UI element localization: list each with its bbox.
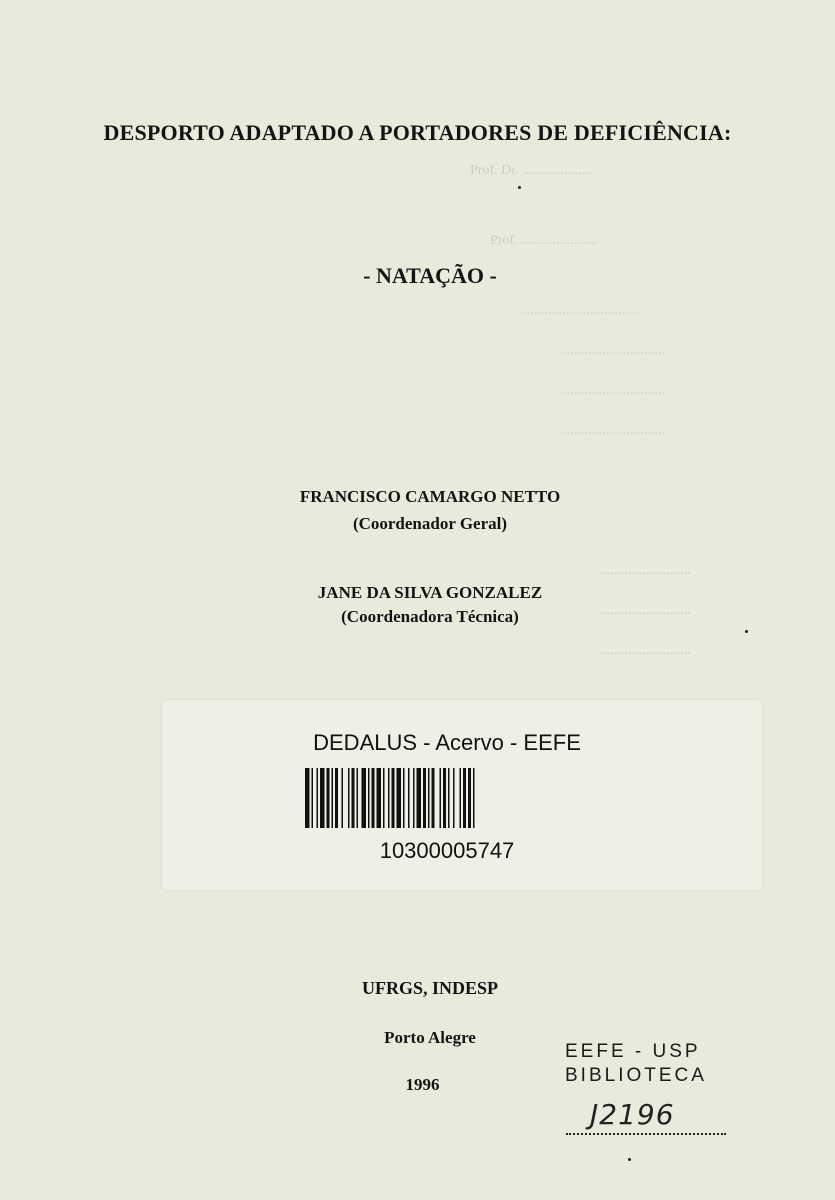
speck: [745, 630, 748, 633]
bleed-through-text: ..........................: [600, 603, 691, 618]
document-title: DESPORTO ADAPTADO A PORTADORES DE DEFICIÊNCIA:: [103, 120, 732, 145]
library-stamp: [565, 1040, 735, 1088]
coordinator-name: FRANCISCO CAMARGO NETTO: [299, 487, 561, 506]
publisher: UFRGS, INDESP: [361, 978, 499, 998]
publication-city: Porto Alegre: [384, 1028, 476, 1047]
label-title: DEDALUS - Acervo - EEFE: [313, 730, 581, 755]
bleed-through-text: ..........................: [600, 563, 691, 578]
stamp-underline: [566, 1133, 726, 1135]
library-barcode-label: [162, 700, 762, 890]
stamp-line-1: EEFE - USP: [565, 1041, 701, 1062]
bleed-through-text: Prof. Dr. ....................: [470, 163, 593, 178]
bleed-through-text: Prof. ......................: [490, 233, 599, 248]
coordinator-name: JANE DA SILVA GONZALEZ: [317, 583, 543, 602]
coordinator-role: (Coordenadora Técnica): [341, 607, 519, 626]
bleed-through-text: ..............................: [560, 343, 665, 358]
speck: [628, 1158, 631, 1161]
stamp-handwritten-number: J2196: [590, 1098, 675, 1131]
bleed-through-text: ..................................: [520, 303, 639, 318]
bleed-through-text: ..........................: [600, 643, 691, 658]
barcode-number: 10300005747: [379, 838, 515, 863]
document-subtitle: - NATAÇÃO -: [363, 263, 497, 288]
speck: [518, 186, 521, 189]
barcode-icon: [305, 768, 567, 828]
stamp-line-2: BIBLIOTECA: [565, 1065, 707, 1086]
coordinator-role: (Coordenador Geral): [352, 514, 508, 533]
bleed-through-text: ..............................: [560, 423, 665, 438]
publication-year: 1996: [405, 1075, 440, 1094]
bleed-through-text: ..............................: [560, 383, 665, 398]
